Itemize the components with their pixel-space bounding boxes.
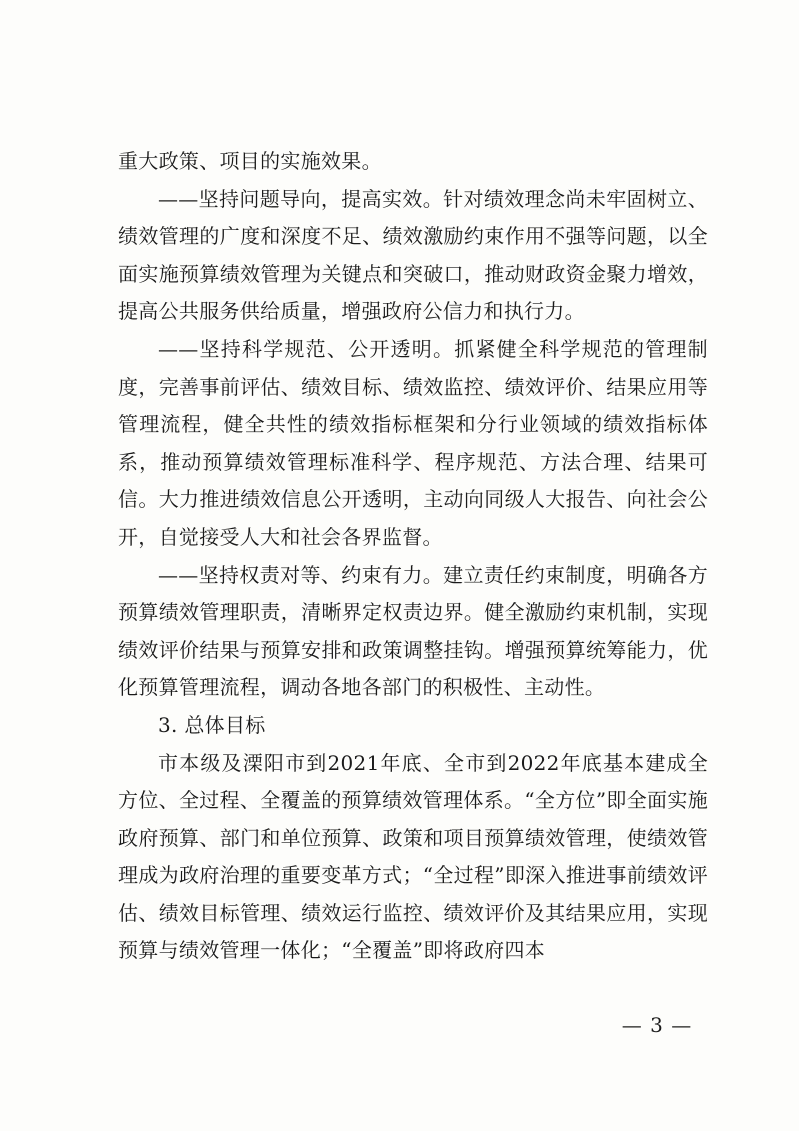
paragraph-1: 重大政策、项目的实施效果。 [118,149,382,173]
paragraph-2: ——坚持问题导向，提高实效。针对绩效理念尚未牢固树立、绩效管理的广度和深度不足、绩效激励约束作用不强等问题，以全面实施预算绩效管理为关键点和突破口，推动财政资金聚力增效，提高公共服务供给质量，增强政府公信力和执行力。 [118,186,708,324]
paragraph-3: ——坚持科学规范、公开透明。抓紧健全科学规范的管理制度，完善事前评估、绩效目标、绩效监控、绩效评价、结果应用等管理流程，健全共性的绩效指标框架和分行业领域的绩效指标体系，推动预算绩效管理标准科学、程序规范、方法合理、结果可信。大力推进绩效信息公开透明，主动向同级人大报告、向社会公开，自觉接受人大和社会各界监督。 [118,336,708,549]
section-heading-overall-goal: 3. 总体目标 [158,712,266,737]
paragraph-4: ——坚持权责对等、约束有力。建立责任约束制度，明确各方预算绩效管理职责，清晰界定权责边界。健全激励约束机制，实现绩效评价结果与预算安排和政策调整挂钩。增强预算统筹能力，优化预算管理流程，调动各地各部门的积极性、主动性。 [118,562,708,700]
paragraph-5: 市本级及溧阳市到2021年底、全市到2022年底基本建成全方位、全过程、全覆盖的预算绩效管理体系。“全方位”即全面实施政府预算、部门和单位预算、政策和项目预算绩效管理，使绩效管理成为政府治理的重要变革方式；“全过程”即深入推进事前绩效评估、绩效目标管理、绩效运行监控、绩效评价及其结果应用，实现预算与绩效管理一体化；“全覆盖”即将政府四本 [118,750,708,963]
document-body [118,143,708,970]
page-number: — 3 — [621,1013,693,1037]
